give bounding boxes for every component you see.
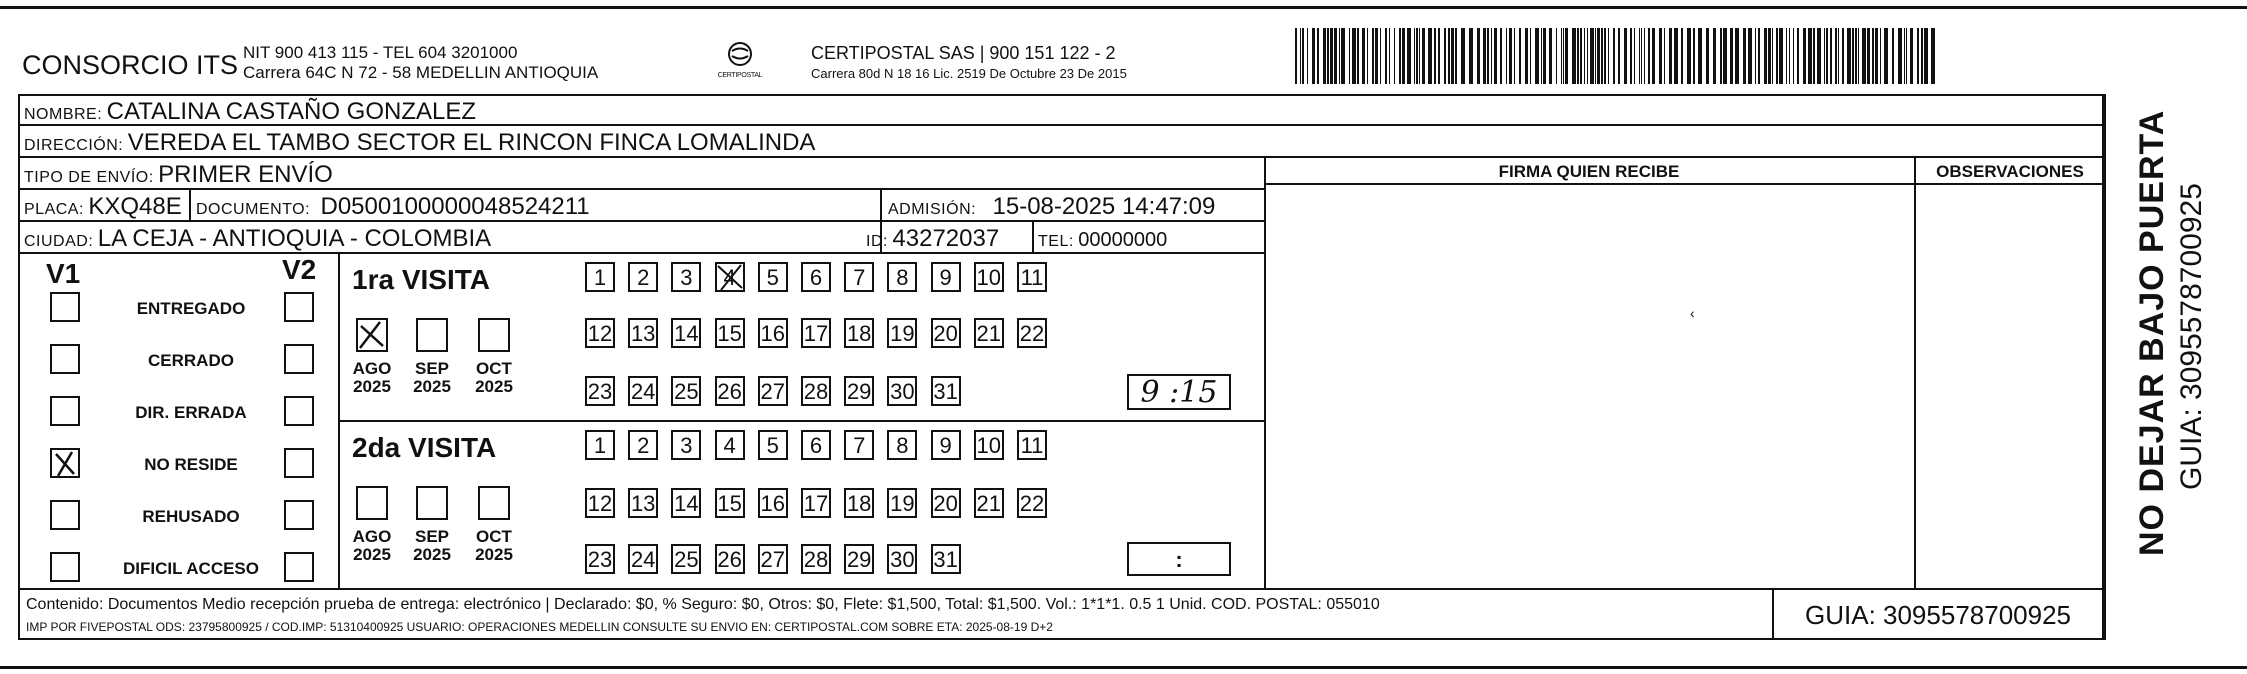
day-box[interactable]: 19 <box>887 488 917 518</box>
certipostal-logo <box>710 38 770 88</box>
day-box[interactable]: 18 <box>844 488 874 518</box>
month-checkbox[interactable] <box>356 318 388 352</box>
tel-value: 00000000 <box>1078 229 1168 251</box>
day-box[interactable]: 17 <box>801 318 831 348</box>
day-box[interactable]: 5 <box>758 430 788 460</box>
v1-checkbox[interactable] <box>50 344 80 374</box>
v2-checkbox[interactable] <box>284 552 314 582</box>
footer-guia: GUIA: 3095578700925 <box>1805 600 2071 630</box>
certipostal-sub: Carrera 80d N 18 16 Lic. 2519 De Octubre 23 De 2015 <box>811 66 1127 81</box>
observaciones-header: OBSERVACIONES <box>1936 162 2084 181</box>
certipostal-title: CERTIPOSTAL SAS | 900 151 122 - 2 <box>811 43 1116 63</box>
reason-label: DIR. ERRADA <box>135 403 247 422</box>
visita1-title: 1ra VISITA <box>352 264 490 295</box>
day-box[interactable]: 21 <box>974 488 1004 518</box>
row-line <box>338 420 1264 422</box>
day-box[interactable]: 22 <box>1017 318 1047 348</box>
direccion-row <box>24 131 815 155</box>
day-box[interactable]: 11 <box>1017 262 1047 292</box>
day-box[interactable]: 20 <box>931 318 961 348</box>
day-box[interactable]: 30 <box>887 544 917 574</box>
month-name: OCT <box>476 527 512 546</box>
day-box[interactable]: 25 <box>671 376 701 406</box>
admision-value: 15-08-2025 14:47:09 <box>992 193 1216 220</box>
day-box[interactable]: 6 <box>801 430 831 460</box>
month-name: SEP <box>414 359 450 378</box>
day-box[interactable]: 22 <box>1017 488 1047 518</box>
no-dejar-bajo-puerta: NO DEJAR BAJO PUERTA <box>2133 109 2171 556</box>
col-line <box>2104 94 2106 640</box>
row-line <box>18 588 2104 590</box>
id-label: ID: <box>866 233 888 250</box>
month-label <box>347 528 397 564</box>
side-guia: GUIA: 3095578700925 <box>2175 183 2208 490</box>
row-line <box>18 252 1264 254</box>
day-box[interactable]: 12 <box>585 318 615 348</box>
day-box[interactable]: 28 <box>801 544 831 574</box>
day-box[interactable]: 15 <box>715 488 745 518</box>
v1-checkbox[interactable] <box>50 500 80 530</box>
v1-checkbox[interactable] <box>50 448 80 478</box>
ciudad-row <box>24 227 491 251</box>
day-box[interactable]: 28 <box>801 376 831 406</box>
day-box[interactable]: 26 <box>715 544 745 574</box>
month-label <box>407 528 457 564</box>
id-row <box>866 227 999 251</box>
month-name: AGO <box>352 359 392 378</box>
nombre-row <box>24 100 476 124</box>
day-box[interactable]: 16 <box>758 318 788 348</box>
month-year: 2025 <box>475 545 513 564</box>
day-box[interactable]: 14 <box>671 488 701 518</box>
day-box[interactable]: 6 <box>801 262 831 292</box>
nombre-label: NOMBRE: <box>24 106 103 123</box>
documento-row <box>196 195 590 219</box>
ciudad-value: LA CEJA - ANTIOQUIA - COLOMBIA <box>97 225 492 252</box>
admision-label: ADMISIÓN: <box>888 201 977 218</box>
day-box[interactable]: 17 <box>801 488 831 518</box>
reason-label: DIFICIL ACCESO <box>122 559 259 578</box>
month-checkbox[interactable] <box>416 318 448 352</box>
row-line <box>18 156 2104 158</box>
day-box[interactable]: 13 <box>628 488 658 518</box>
day-box[interactable]: 27 <box>758 376 788 406</box>
placa-value: KXQ48E <box>88 193 182 220</box>
month-year: 2025 <box>413 545 451 564</box>
day-box[interactable]: 27 <box>758 544 788 574</box>
day-box[interactable]: 1 <box>585 262 615 292</box>
day-box[interactable]: 10 <box>974 262 1004 292</box>
day-box[interactable]: 3 <box>671 262 701 292</box>
visita1-time: 9 :15 <box>1140 375 1218 410</box>
placa-label: PLACA: <box>24 201 84 218</box>
logo-text: CERTIPOSTAL <box>717 72 763 79</box>
day-box[interactable]: 11 <box>1017 430 1047 460</box>
col-line <box>1032 220 1034 252</box>
day-box[interactable]: 30 <box>887 376 917 406</box>
placa-row <box>24 195 182 219</box>
month-year: 2025 <box>353 545 391 564</box>
visita2-time: : <box>1175 547 1183 572</box>
day-box[interactable]: 19 <box>887 318 917 348</box>
month-checkbox[interactable] <box>478 486 510 520</box>
month-year: 2025 <box>413 377 451 396</box>
day-box[interactable]: 14 <box>671 318 701 348</box>
v1-checkbox[interactable] <box>50 396 80 426</box>
row-line <box>18 220 1264 222</box>
id-value: 43272037 <box>892 225 1000 252</box>
month-checkbox[interactable] <box>416 486 448 520</box>
day-box[interactable]: 13 <box>628 318 658 348</box>
month-name: SEP <box>414 527 450 546</box>
month-label <box>469 528 519 564</box>
check-mark-icon <box>715 262 745 292</box>
documento-label: DOCUMENTO: <box>196 201 311 218</box>
day-box[interactable]: 12 <box>585 488 615 518</box>
day-box[interactable]: 2 <box>628 262 658 292</box>
v2-checkbox[interactable] <box>284 292 314 322</box>
day-box[interactable]: 23 <box>585 544 615 574</box>
footer-imp: IMP POR FIVEPOSTAL ODS: 23795800925 / COD.IMP: 51310400925 USUARIO: OPERACIONES MEDELLIN CONSULTE SU ENVIO EN: CERTIPOSTAL.COM SOBRE ETA: 2025-08-19 D+2 <box>26 620 1053 634</box>
check-mark-icon <box>356 318 388 352</box>
company-address: Carrera 64C N 72 - 58 MEDELLIN ANTIOQUIA <box>243 63 599 82</box>
row-line <box>18 188 1264 190</box>
month-name: AGO <box>352 527 392 546</box>
month-label <box>407 360 457 396</box>
day-box[interactable]: 5 <box>758 262 788 292</box>
reason-label: REHUSADO <box>142 507 240 526</box>
direccion-label: DIRECCIÓN: <box>24 137 124 154</box>
footer-contenido: Contenido: Documentos Medio recepción prueba de entrega: electrónico | Declarado: $0, % Seguro: $0, Otros: $0, Flete: $1,500, Total: $1,500. Vol.: 1*1*1. 0.5 1 Unid. COD. POSTAL: 055010 <box>26 596 1380 613</box>
v1-checkbox[interactable] <box>50 292 80 322</box>
day-box[interactable]: 25 <box>671 544 701 574</box>
v1-label: V1 <box>46 258 81 289</box>
company-nit: NIT 900 413 115 - TEL 604 3201000 <box>243 43 518 62</box>
reason-label: ENTREGADO <box>136 299 246 318</box>
month-year: 2025 <box>475 377 513 396</box>
day-box[interactable]: 1 <box>585 430 615 460</box>
day-box[interactable]: 7 <box>844 262 874 292</box>
v2-checkbox[interactable] <box>284 500 314 530</box>
ciudad-label: CIUDAD: <box>24 233 94 250</box>
day-box[interactable]: 29 <box>844 544 874 574</box>
check-mark-icon <box>50 448 80 478</box>
bottom-border <box>0 666 2247 669</box>
col-line <box>1914 156 1916 588</box>
month-checkbox[interactable] <box>356 486 388 520</box>
month-name: OCT <box>476 359 512 378</box>
visita2-time-box[interactable] <box>1127 542 1231 576</box>
day-box[interactable]: 7 <box>844 430 874 460</box>
day-box[interactable]: 15 <box>715 318 745 348</box>
reason-label: NO RESIDE <box>144 455 238 474</box>
day-box[interactable]: 9 <box>931 430 961 460</box>
day-box[interactable]: 4 <box>715 430 745 460</box>
visita2-title: 2da VISITA <box>352 432 497 463</box>
stray-mark: ‹ <box>1690 305 1695 321</box>
documento-value: D0500100000048524211 <box>320 193 590 220</box>
v1-checkbox[interactable] <box>50 552 80 582</box>
v2-checkbox[interactable] <box>284 448 314 478</box>
admision-row <box>888 195 1215 219</box>
day-box[interactable]: 31 <box>931 544 961 574</box>
month-year: 2025 <box>353 377 391 396</box>
day-box[interactable]: 18 <box>844 318 874 348</box>
month-checkbox[interactable] <box>478 318 510 352</box>
day-box[interactable]: 26 <box>715 376 745 406</box>
v2-checkbox[interactable] <box>284 396 314 426</box>
day-box[interactable]: 24 <box>628 376 658 406</box>
tipo-row <box>24 163 333 187</box>
tipo-label: TIPO DE ENVÍO: <box>24 169 154 186</box>
v2-label: V2 <box>282 254 317 285</box>
day-box[interactable]: 31 <box>931 376 961 406</box>
col-line <box>189 188 191 220</box>
tel-row <box>1038 230 1167 250</box>
firma-header: FIRMA QUIEN RECIBE <box>1498 162 1680 181</box>
day-box[interactable]: 10 <box>974 430 1004 460</box>
day-box[interactable]: 8 <box>887 430 917 460</box>
month-label <box>469 360 519 396</box>
day-box[interactable]: 3 <box>671 430 701 460</box>
day-box[interactable]: 20 <box>931 488 961 518</box>
day-box[interactable]: 9 <box>931 262 961 292</box>
day-box[interactable]: 16 <box>758 488 788 518</box>
day-box[interactable]: 8 <box>887 262 917 292</box>
day-box[interactable]: 4 <box>715 262 745 292</box>
top-border <box>0 6 2247 9</box>
row-line <box>1264 183 2104 185</box>
day-box[interactable]: 24 <box>628 544 658 574</box>
day-box[interactable]: 21 <box>974 318 1004 348</box>
barcode <box>1295 28 1940 84</box>
day-box[interactable]: 29 <box>844 376 874 406</box>
tel-label: TEL: <box>1038 233 1074 250</box>
company-name: CONSORCIO ITS <box>22 50 239 80</box>
tipo-value: PRIMER ENVÍO <box>158 161 333 188</box>
v2-checkbox[interactable] <box>284 344 314 374</box>
day-box[interactable]: 23 <box>585 376 615 406</box>
month-label <box>347 360 397 396</box>
visita1-time-box[interactable] <box>1127 374 1231 410</box>
col-line <box>338 252 340 588</box>
day-box[interactable]: 2 <box>628 430 658 460</box>
direccion-value: VEREDA EL TAMBO SECTOR EL RINCON FINCA LOMALINDA <box>127 129 816 156</box>
col-line <box>1264 156 1266 588</box>
nombre-value: CATALINA CASTAÑO GONZALEZ <box>106 98 477 125</box>
reason-label: CERRADO <box>148 351 234 370</box>
